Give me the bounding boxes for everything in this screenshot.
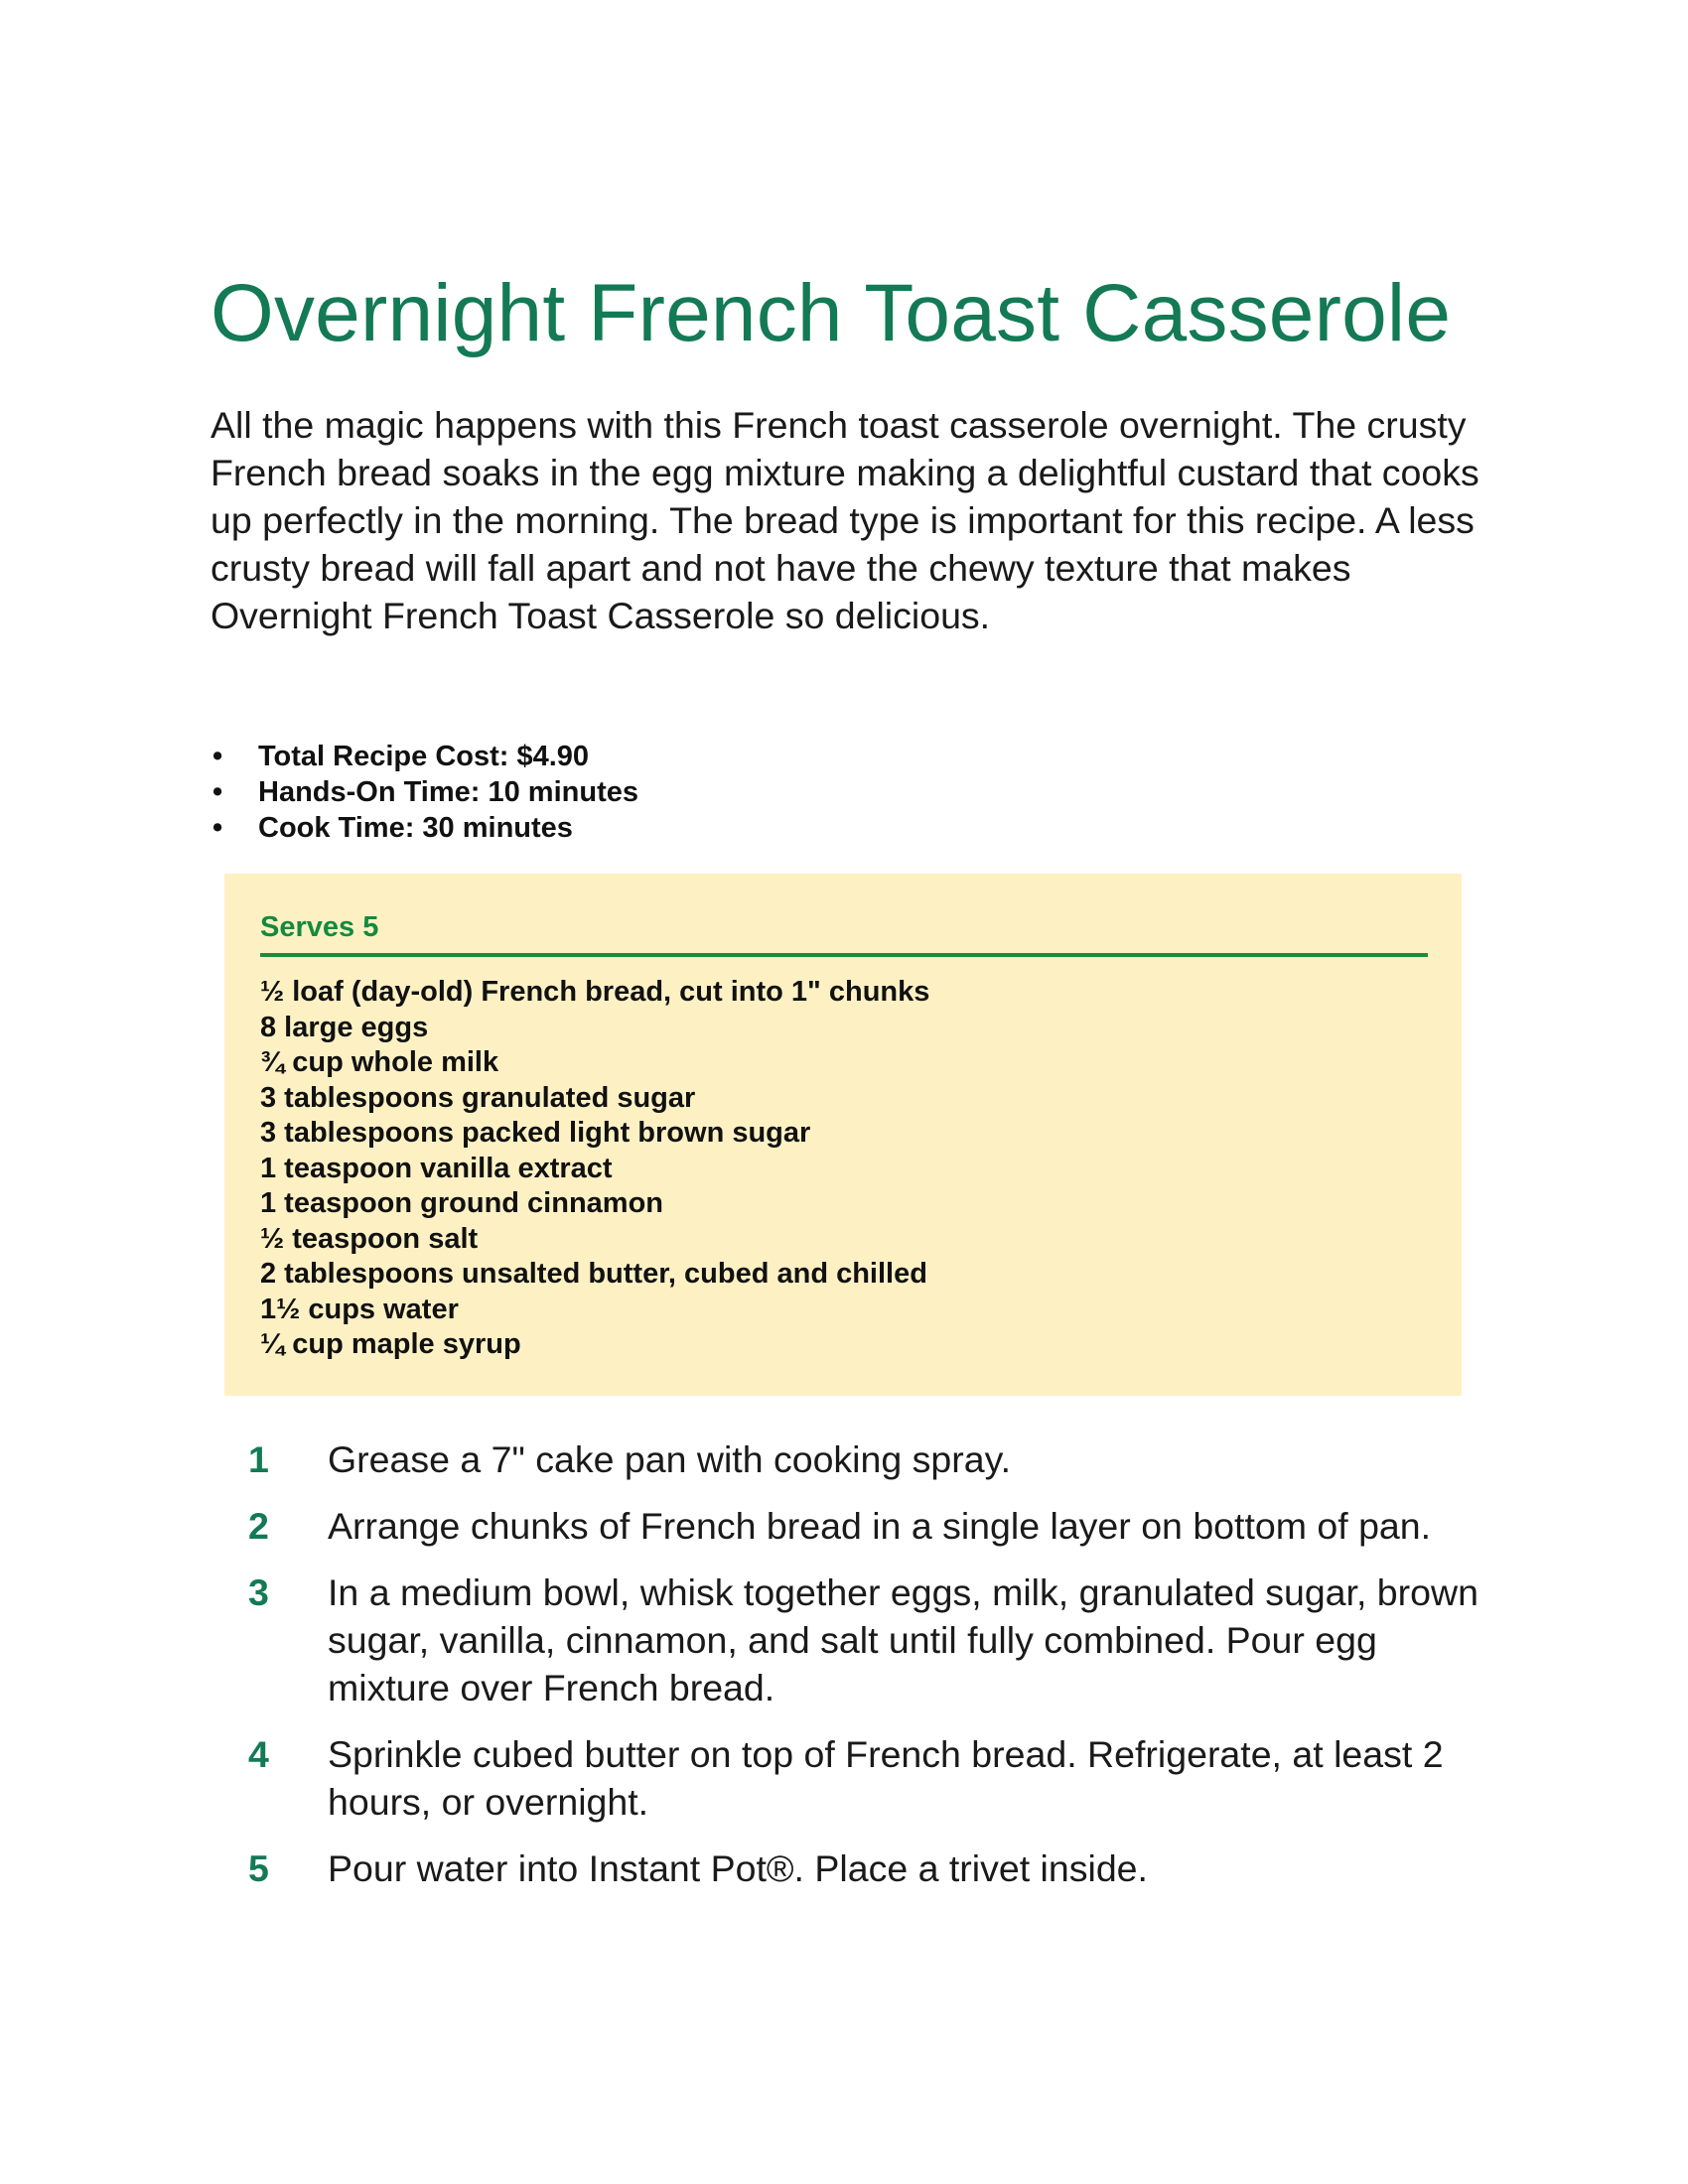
recipe-intro: All the magic happens with this French toast casserole overnight. The crusty French bread soaks in the egg mixture making a delightful custard that cooks up perfectly in the morning. The bread type is important for this recipe. A less crusty bread will fall apart and not have the chewy texture that makes Overnight French Toast Casserole so delicious. [211,404,1479,636]
ingredient-item: 3 tablespoons granulated sugar [260,1081,696,1114]
ingredient-item: ½ loaf (day-old) French bread, cut into 1" chunks [260,976,930,1008]
serves-divider [260,953,1428,957]
instruction-step [248,1502,1499,1550]
step-text: Arrange chunks of French bread in a single layer on bottom of pan. [328,1505,1432,1547]
serves-heading: Serves 5 [260,911,379,943]
instruction-step [248,1844,1499,1892]
instruction-step [248,1569,1499,1711]
ingredient-item: 1½ cups water [260,1293,459,1325]
step-text: Pour water into Instant Pot®. Place a trivet inside. [328,1847,1148,1889]
fact-total-cost: • Total Recipe Cost: $4.90 [211,739,638,774]
ingredient-item: ¼ cup maple syrup [260,1328,521,1360]
ingredient-item: ½ teaspoon salt [260,1222,479,1255]
step-number: 5 [248,1847,269,1889]
ingredient-item: 1 teaspoon vanilla extract [260,1152,613,1184]
ingredient-item: 2 tablespoons unsalted butter, cubed and chilled [260,1258,927,1290]
step-number: 4 [248,1733,269,1775]
fact-cook-time: • Cook Time: 30 minutes [211,810,638,846]
step-number: 2 [248,1505,269,1547]
recipe-facts-list [211,739,638,846]
step-number: 3 [248,1571,269,1613]
ingredient-item: 3 tablespoons packed light brown sugar [260,1117,811,1149]
ingredient-item: 8 large eggs [260,1011,429,1043]
recipe-title: Overnight French Toast Casserole [211,268,1452,358]
instruction-step [248,1435,1499,1483]
ingredient-item: 1 teaspoon ground cinnamon [260,1187,664,1219]
step-text: Grease a 7" cake pan with cooking spray. [328,1438,1011,1480]
ingredients-panel [224,874,1462,1396]
step-number: 1 [248,1438,269,1480]
step-text: Sprinkle cubed butter on top of French bread. Refrigerate, at least 2 hours, or overnight. [328,1733,1444,1823]
ingredient-item: ¾ cup whole milk [260,1046,499,1078]
instruction-step [248,1730,1499,1826]
ingredients-list [260,975,929,1363]
step-text: In a medium bowl, whisk together eggs, milk, granulated sugar, brown sugar, vanilla, cinnamon, and salt until fully combined. Pour egg mixture over French bread. [328,1571,1478,1708]
fact-hands-on-time: • Hands-On Time: 10 minutes [211,774,638,810]
instructions-list [248,1435,1499,1911]
